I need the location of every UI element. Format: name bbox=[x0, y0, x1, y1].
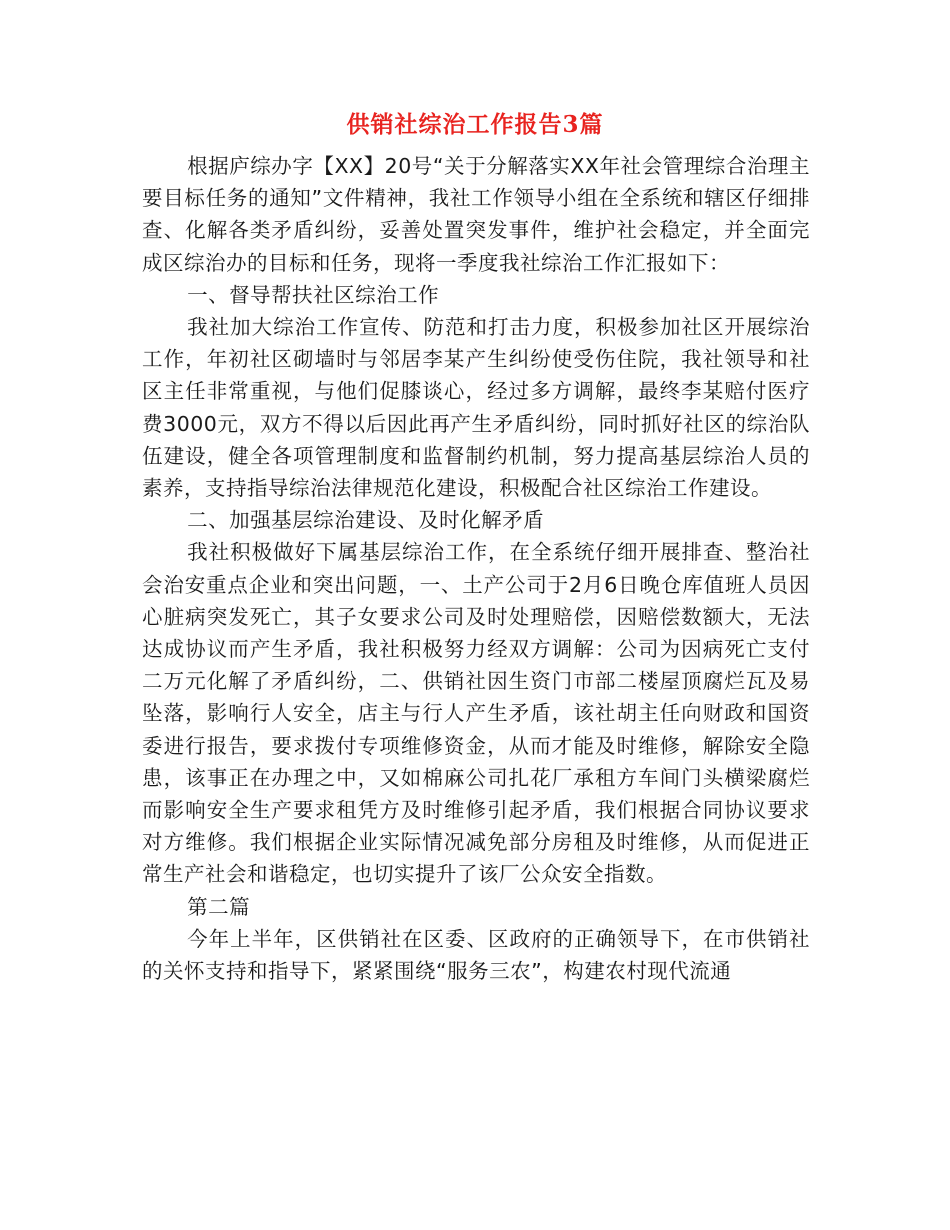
document-body bbox=[142, 150, 810, 987]
paragraph-section-1: 我社加大综治工作宣传、防范和打击力度，积极参加社区开展综治工作，年初社区砌墙时与邻居李某产生纠纷使受伤住院，我社领导和社区主任非常重视，与他们促膝谈心，经过多方调解，最终李某赔付医疗费3000元，双方不得以后因此再产生矛盾纠纷，同时抓好社区的综治队伍建设，健全各项管理制度和监督制约机制，努力提高基层综治人员的素养，支持指导综治法律规范化建设，积极配合社区综治工作建设。 bbox=[142, 315, 810, 501]
section-heading-1: 一、督导帮扶社区综治工作 bbox=[187, 282, 440, 307]
document-title: 供销社综治工作报告3篇 bbox=[346, 111, 604, 138]
paragraph-part-two: 今年上半年，区供销社在区委、区政府的正确领导下，在市供销社的关怀支持和指导下，紧紧围绕“服务三农”，构建农村现代流通 bbox=[142, 926, 810, 984]
part-two-heading: 第二篇 bbox=[187, 894, 251, 919]
paragraph-section-2: 我社积极做好下属基层综治工作，在全系统仔细开展排查、整治社会治安重点企业和突出问题，一、土产公司于2月6日晚仓库值班人员因心脏病突发死亡，其子女要求公司及时处理赔偿，因赔偿数额大，无法达成协议而产生矛盾，我社积极努力经双方调解：公司为因病死亡支付二万元化解了矛盾纠纷，二、供销社因生资门市部二楼屋顶腐烂瓦及易坠落，影响行人安全，店主与行人产生矛盾，该社胡主任向财政和国资委进行报告，要求拨付专项维修资金，从而才能及时维修，解除安全隐患，该事正在办理之中，又如棉麻公司扎花厂承租方车间门头横梁腐烂而影响安全生产要求租凭方及时维修引起矛盾，我们根据合同协议要求对方维修。我们根据企业实际情况减免部分房租及时维修，从而促进正常生产社会和谐稳定，也切实提升了该厂公众安全指数。 bbox=[142, 540, 810, 887]
section-heading-2: 二、加强基层综治建设、及时化解矛盾 bbox=[187, 508, 545, 533]
paragraph-intro: 根据庐综办字【XX】20号“关于分解落实XX年社会管理综合治理主要目标任务的通知”文件精神，我社工作领导小组在全系统和辖区仔细排查、化解各类矛盾纠纷，妥善处置突发事件，维护社会稳定，并全面完成区综治办的目标和任务，现将一季度我社综治工作汇报如下： bbox=[142, 154, 810, 275]
